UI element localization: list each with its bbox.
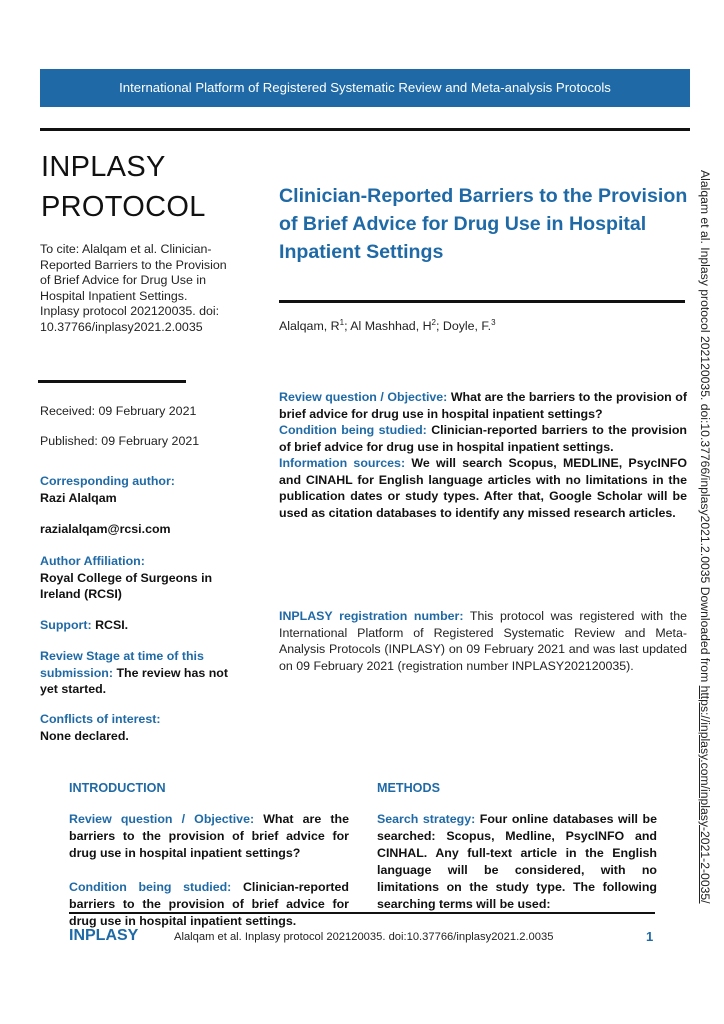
- published-date: Published: 09 February 2021: [40, 434, 200, 448]
- abstract-info-label: Information sources:: [279, 456, 406, 470]
- affiliation-value: Royal College of Surgeons in Ireland (RCSI): [40, 570, 213, 601]
- brand-protocol: PROTOCOL: [41, 191, 206, 223]
- vertical-download-note: [698, 170, 712, 904]
- vertical-text: Alalqam et al. Inplasy protocol 202120035. doi:10.37766/inplasy2021.2.0035 Downloaded from: [698, 170, 712, 686]
- footer-divider: [69, 912, 655, 914]
- abstract-rq-label: Review question / Objective:: [279, 390, 448, 404]
- conflicts-value: None declared.: [40, 728, 129, 743]
- sidebar-divider: [38, 380, 186, 383]
- methods-heading: METHODS: [377, 781, 440, 795]
- page-number: 1: [646, 929, 654, 944]
- registration-text: This protocol was registered with the International Platform of Registered Systematic Review and Meta-Analysis Protocols (INPLASY) on 09 February 2021 and was last updated on 09 February 2021 (registration number INPLASY202120035).: [279, 609, 687, 673]
- author-2: ; Al Mashhad, H: [344, 319, 432, 333]
- title-divider: [279, 300, 685, 303]
- abstract-cond-label: Condition being studied:: [279, 423, 427, 437]
- intro-cond-value: Clinician-reported barriers to the provision of brief advice for drug use in hospital inpatient settings.: [69, 880, 349, 928]
- registration-block: [279, 608, 687, 674]
- article-title: Clinician-Reported Barriers to the Provision of Brief Advice for Drug Use in Hospital Inpatient Settings: [279, 185, 688, 263]
- author-affiliation: [40, 553, 240, 603]
- intro-rq-label: Review question / Objective:: [69, 812, 255, 826]
- review-stage: [40, 648, 232, 698]
- abstract: [279, 389, 687, 521]
- authors-line: [279, 318, 496, 333]
- abstract-info-value: We will search Scopus, MEDLINE, PsycINFO and CINAHL for English language articles with no limitations in the publication dates or study types. After that, Google Scholar will be used as citation databases to identify any missed research articles.: [279, 456, 687, 520]
- author-1-affil: 1: [339, 318, 345, 327]
- abstract-cond-value: Clinician-reported barriers to the provision of brief advice for drug use in hospital inpatient settings.: [279, 423, 687, 454]
- download-link[interactable]: https://inplasy.com/inplasy-2021-2-0035/: [698, 685, 712, 904]
- methods-search-label: Search strategy:: [377, 812, 476, 826]
- intro-rq-value: What are the barriers to the provision of brief advice for drug use in hospital inpatient settings?: [69, 812, 349, 860]
- author-3-affil: 3: [491, 318, 496, 327]
- stage-label: Review Stage at time of this submission:: [40, 649, 204, 680]
- header-banner: International Platform of Registered Systematic Review and Meta-analysis Protocols: [40, 69, 690, 107]
- support-value: RCSI.: [95, 618, 129, 632]
- affiliation-label: Author Affiliation:: [40, 554, 145, 568]
- registration-label: INPLASY registration number:: [279, 609, 464, 623]
- author-3: ; Doyle, F.: [435, 319, 492, 333]
- author-2-affil: 2: [431, 318, 436, 327]
- support: [40, 617, 240, 634]
- received-date: Received: 09 February 2021: [40, 404, 197, 418]
- conflicts-label: Conflicts of interest:: [40, 712, 161, 726]
- conflicts: [40, 711, 240, 744]
- stage-value: The review has not yet started.: [40, 665, 228, 696]
- footer-citation: Alalqam et al. Inplasy protocol 202120035. doi:10.37766/inplasy2021.2.0035: [174, 931, 554, 943]
- corresponding-label: Corresponding author:: [40, 474, 175, 488]
- author-1: Alalqam, R: [279, 319, 340, 333]
- brand-inplasy: INPLASY: [41, 151, 166, 183]
- top-divider: [40, 128, 690, 131]
- citation-text: To cite: Alalqam et al. Clinician-Reported Barriers to the Provision of Brief Advice for Drug Use in Hospital Inpatient Settings. Inplasy protocol 202120035. doi: 10.37766/inplasy2021.2.0035: [40, 242, 227, 334]
- footer-logo: INPLASY: [69, 927, 139, 944]
- intro-cond-label: Condition being studied:: [69, 880, 232, 894]
- abstract-rq-value: What are the barriers to the provision of brief advice for drug use in hospital inpatient settings?: [279, 390, 687, 421]
- methods-search-value: Four online databases will be searched: Scopus, Medline, PsycINFO and CINHAL. Any full-text article in the English language will be considered, with no limitations on the study type. The following searching terms will be used:: [377, 812, 657, 911]
- corresponding-author: [40, 473, 240, 506]
- corresponding-name: Razi Alalqam: [40, 490, 117, 505]
- introduction-heading: INTRODUCTION: [69, 781, 166, 795]
- support-label: Support:: [40, 618, 92, 632]
- author-email: razialalqam@rcsi.com: [40, 522, 171, 536]
